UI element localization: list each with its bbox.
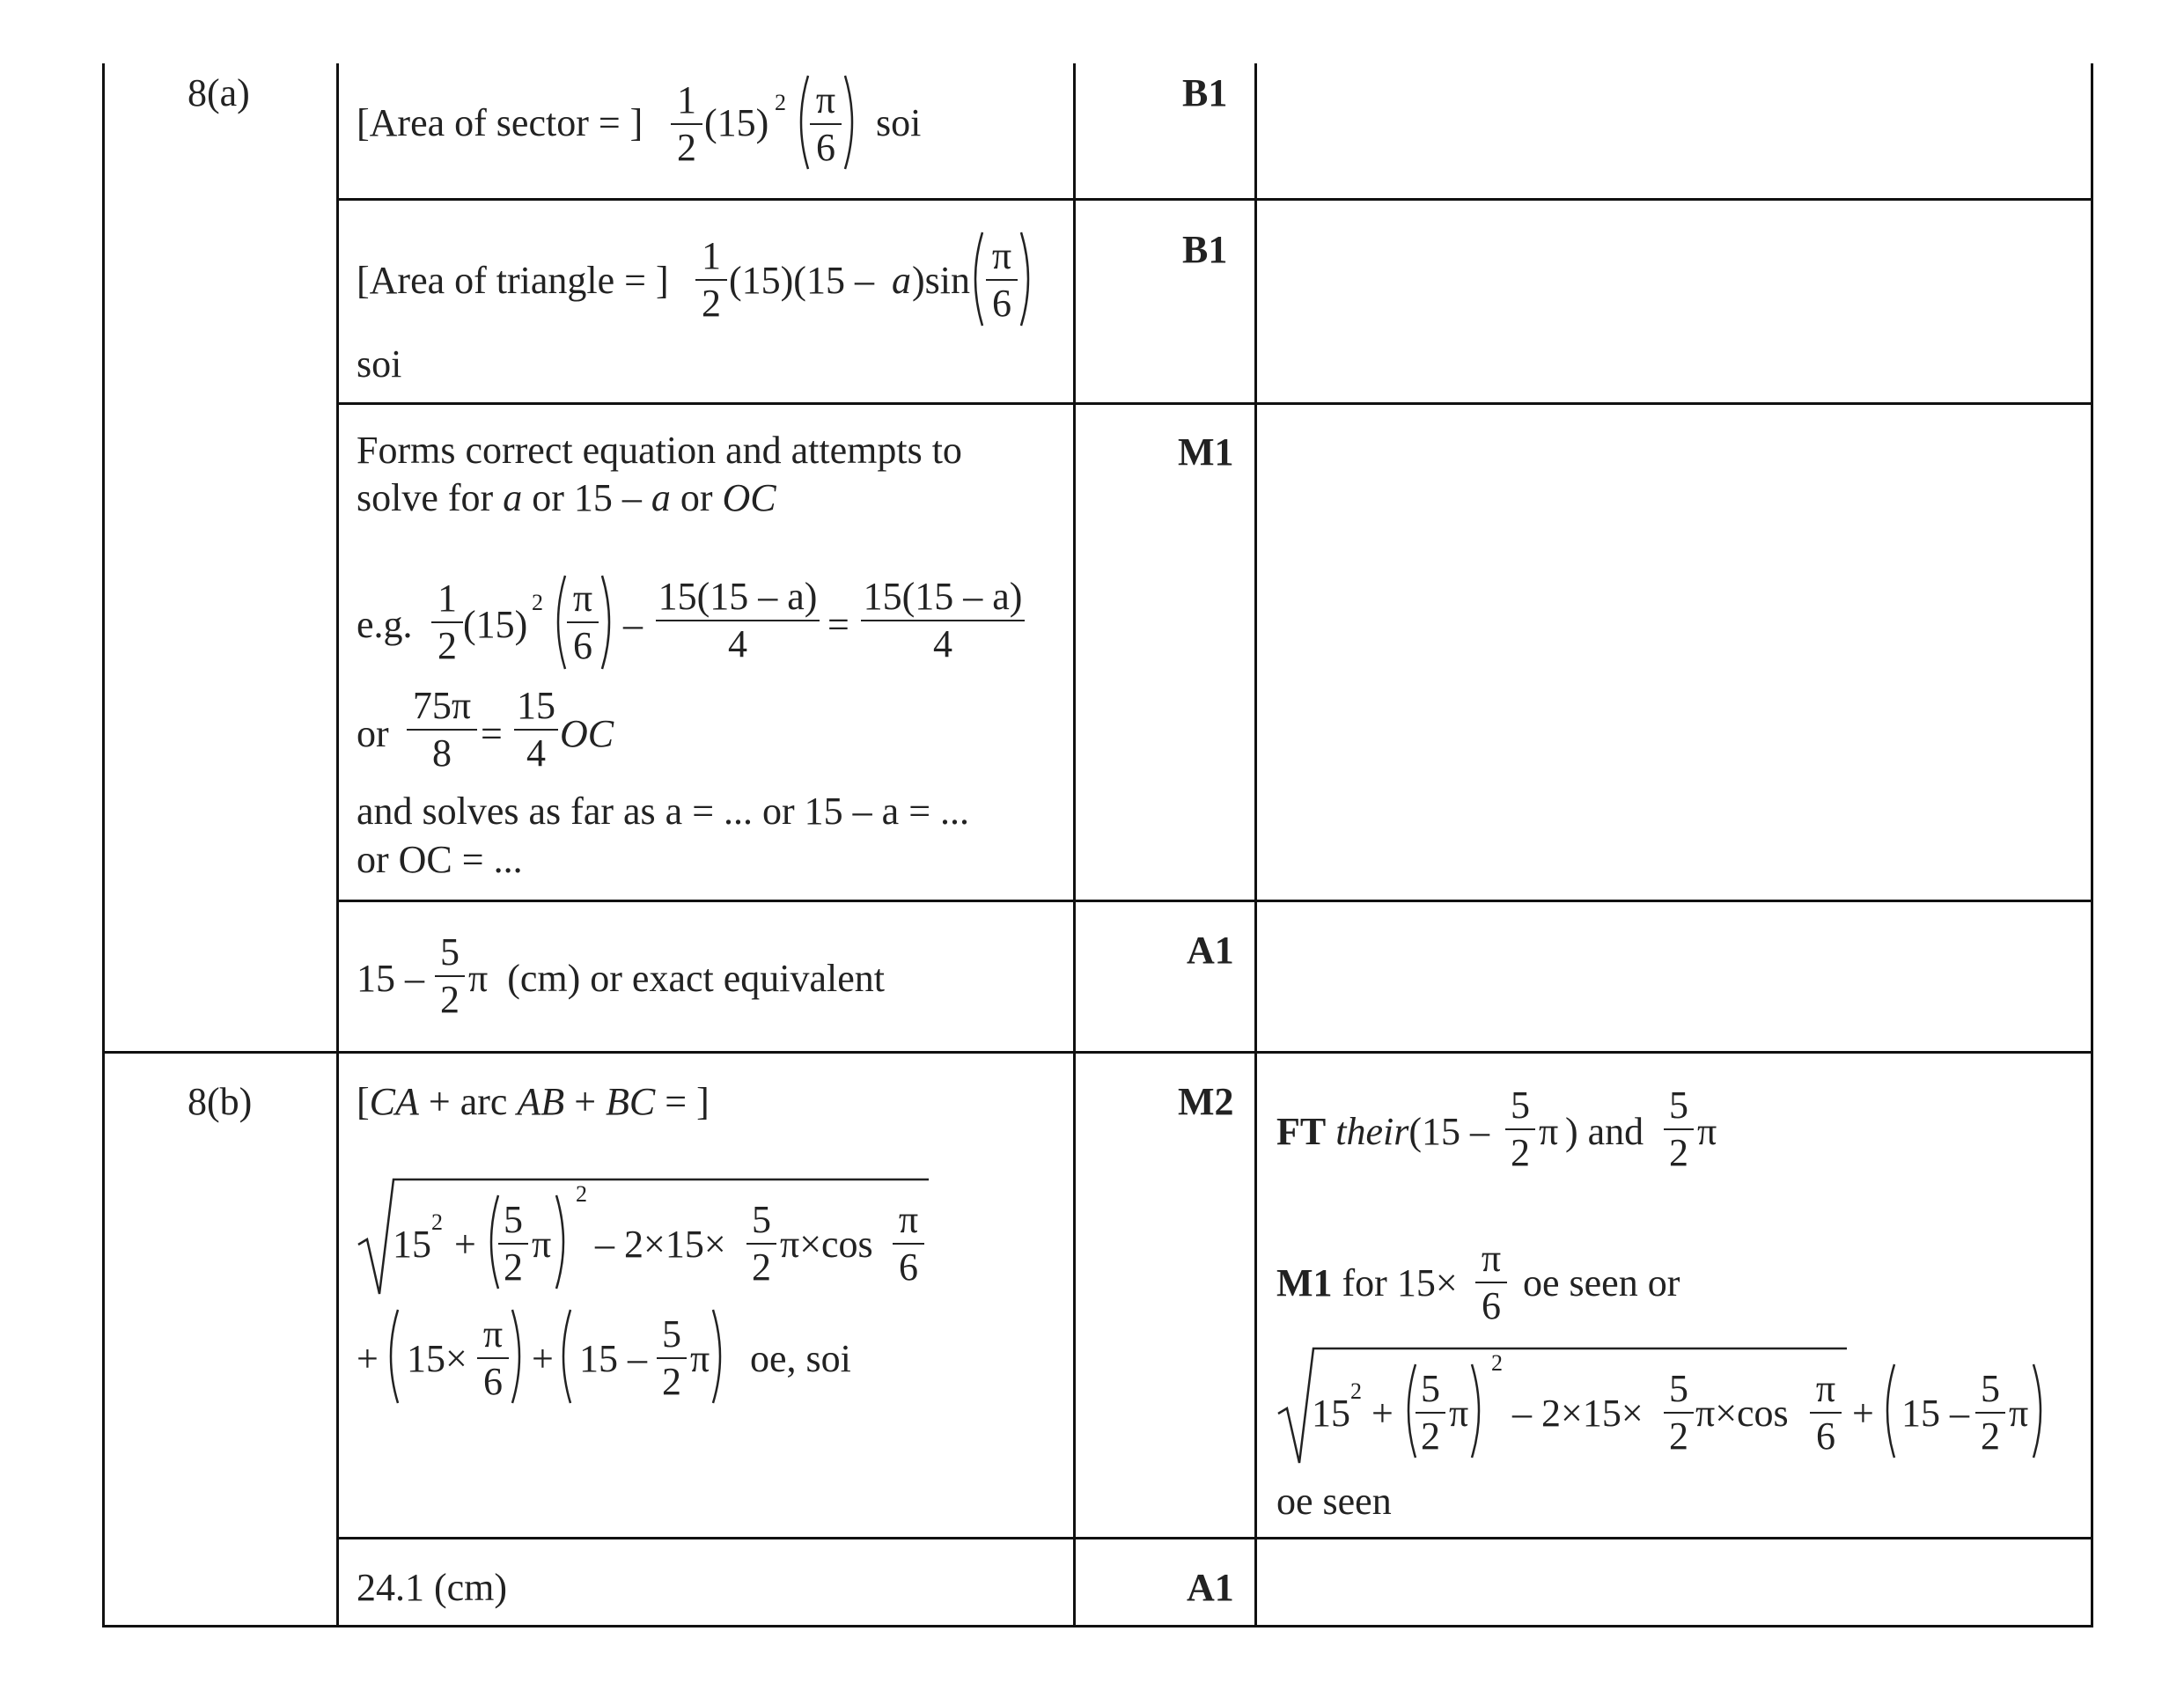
answer-prefix: 15 – (357, 957, 424, 1000)
minus-sign: – (623, 603, 643, 646)
left-paren (1879, 1363, 1898, 1459)
answer-text: π (cm) or exact equivalent (468, 957, 885, 1000)
fraction-5-2: 5 2 (1416, 1370, 1445, 1456)
mark-b1: B1 (1182, 228, 1228, 271)
cos-text: π×cos (780, 1223, 873, 1266)
fraction-pi-6: π 6 (810, 81, 842, 167)
step-label: [Area of sector = ] (357, 101, 643, 144)
pi-symbol: π (1539, 1110, 1559, 1153)
triangle-expression: (15)(15 – (729, 259, 874, 302)
grid-line (336, 402, 2093, 405)
exponent: 2 (1350, 1378, 1362, 1404)
fraction-5-2: 5 2 (1505, 1086, 1535, 1172)
base-15: (15) (463, 603, 528, 646)
eg-text: e.g. (357, 603, 413, 646)
soi-text: soi (357, 342, 402, 386)
mark-a1: A1 (1187, 929, 1234, 972)
right-paren (1468, 1363, 1488, 1459)
right-paren (2030, 1363, 2049, 1459)
fraction-5-2: 5 2 (746, 1201, 776, 1287)
equals-sign: = (827, 603, 849, 646)
right-paren (509, 1308, 528, 1405)
right-paren (599, 574, 618, 671)
fraction-pi-6: π 6 (986, 237, 1018, 323)
grid-line (336, 63, 339, 1627)
question-number: 8(b) (188, 1080, 253, 1123)
left-paren (792, 74, 812, 171)
fraction-pi-6: π 6 (1810, 1370, 1842, 1456)
plus-sign: + (454, 1223, 476, 1266)
sqrt-term: 15 (1312, 1392, 1350, 1435)
guidance-oe-seen: oe seen or (1523, 1261, 1680, 1304)
step-text: solve for a or 15 – a or OC (357, 476, 776, 519)
left-paren (549, 574, 569, 671)
pi-symbol: π (2009, 1392, 2029, 1435)
fraction-75pi-8: 75π 8 (407, 687, 477, 773)
oe-soi-text: oe, soi (750, 1337, 851, 1380)
plus-sign: + (357, 1337, 379, 1380)
left-paren (967, 231, 986, 327)
sqrt-middle: – 2×15× (595, 1223, 726, 1266)
grid-line (102, 1625, 2093, 1628)
step-label: [CA + arc AB + BC = ] (357, 1080, 710, 1123)
grid-line (1254, 63, 1257, 1627)
fraction-pi-6: π 6 (567, 579, 599, 665)
left-paren (382, 1308, 401, 1405)
fraction-half: 1 2 (671, 81, 702, 167)
exponent: 2 (576, 1181, 587, 1207)
guidance-ft: FT their(15 – (1276, 1110, 1489, 1153)
grid-line (102, 1051, 2093, 1054)
sin-text: )sin (912, 259, 970, 302)
guidance-oe-seen: oe seen (1276, 1480, 1392, 1523)
right-paren (710, 1308, 729, 1405)
fraction-5-2: 5 2 (1975, 1370, 2005, 1456)
right-paren (842, 74, 861, 171)
mark-m2: M2 (1178, 1080, 1234, 1123)
or-text: or (357, 712, 389, 755)
left-paren (555, 1308, 574, 1405)
grid-line (336, 1537, 2093, 1539)
equals-sign: = (481, 712, 503, 755)
fraction-half: 1 2 (695, 237, 727, 323)
sqrt-middle: – 2×15× (1512, 1392, 1644, 1435)
exponent: 2 (532, 590, 543, 615)
pi-symbol: π (532, 1223, 552, 1266)
guidance-m1: M1 for 15× (1276, 1261, 1458, 1304)
exponent: 2 (775, 90, 786, 115)
exponent: 2 (431, 1209, 443, 1235)
base-15: (15) (704, 101, 769, 144)
right-paren (1018, 231, 1037, 327)
final-answer: 24.1 (cm) (357, 1566, 508, 1609)
grid-line (1073, 63, 1076, 1627)
fraction-15-4: 15 4 (514, 687, 558, 773)
plus-sign: + (532, 1337, 554, 1380)
grid-line (336, 198, 2093, 201)
fraction-5-2: 5 2 (498, 1201, 528, 1287)
pi-symbol: π (1449, 1392, 1469, 1435)
plus-sign: + (1852, 1392, 1874, 1435)
mark-m1: M1 (1178, 430, 1234, 474)
variable-a: a (892, 259, 911, 302)
step-text: or OC = ... (357, 838, 523, 881)
arc-term: 15× (407, 1337, 467, 1380)
pi-symbol: π (690, 1337, 710, 1380)
cos-text: π×cos (1695, 1392, 1789, 1435)
grid-line (102, 63, 105, 1627)
fraction-pi-6: π 6 (893, 1201, 924, 1287)
pi-symbol: π (1697, 1110, 1717, 1153)
grid-line (2091, 63, 2093, 1627)
right-paren (553, 1194, 572, 1290)
fraction-15-15-a-over-4: 15(15 – a) 4 (861, 577, 1025, 664)
bc-term: 15 – (579, 1337, 647, 1380)
sqrt-term: 15 (393, 1223, 431, 1266)
oc-text: OC (560, 712, 614, 755)
bc-term: 15 – (1901, 1392, 1969, 1435)
step-text: Forms correct equation and attempts to (357, 429, 962, 472)
fraction-5-2: 5 2 (1664, 1086, 1694, 1172)
question-number: 8(a) (188, 71, 250, 114)
fraction-15-15-a-over-4: 15(15 – a) 4 (656, 577, 820, 664)
step-text: and solves as far as a = ... or 15 – a = ... (357, 790, 970, 833)
fraction-5-2: 5 2 (657, 1315, 687, 1401)
grid-line (336, 900, 2093, 902)
fraction-pi-6: π 6 (477, 1315, 509, 1401)
fraction-5-2: 5 2 (435, 933, 465, 1019)
step-label: [Area of triangle = ] (357, 259, 669, 302)
mark-b1: B1 (1182, 71, 1228, 114)
soi-text: soi (876, 101, 922, 144)
mark-a1: A1 (1187, 1566, 1234, 1609)
fraction-5-2: 5 2 (1664, 1370, 1694, 1456)
exponent: 2 (1491, 1350, 1503, 1376)
guidance-and: ) and (1565, 1110, 1644, 1153)
fraction-half: 1 2 (431, 579, 463, 665)
plus-sign: + (1371, 1392, 1393, 1435)
fraction-pi-6: π 6 (1475, 1239, 1507, 1326)
